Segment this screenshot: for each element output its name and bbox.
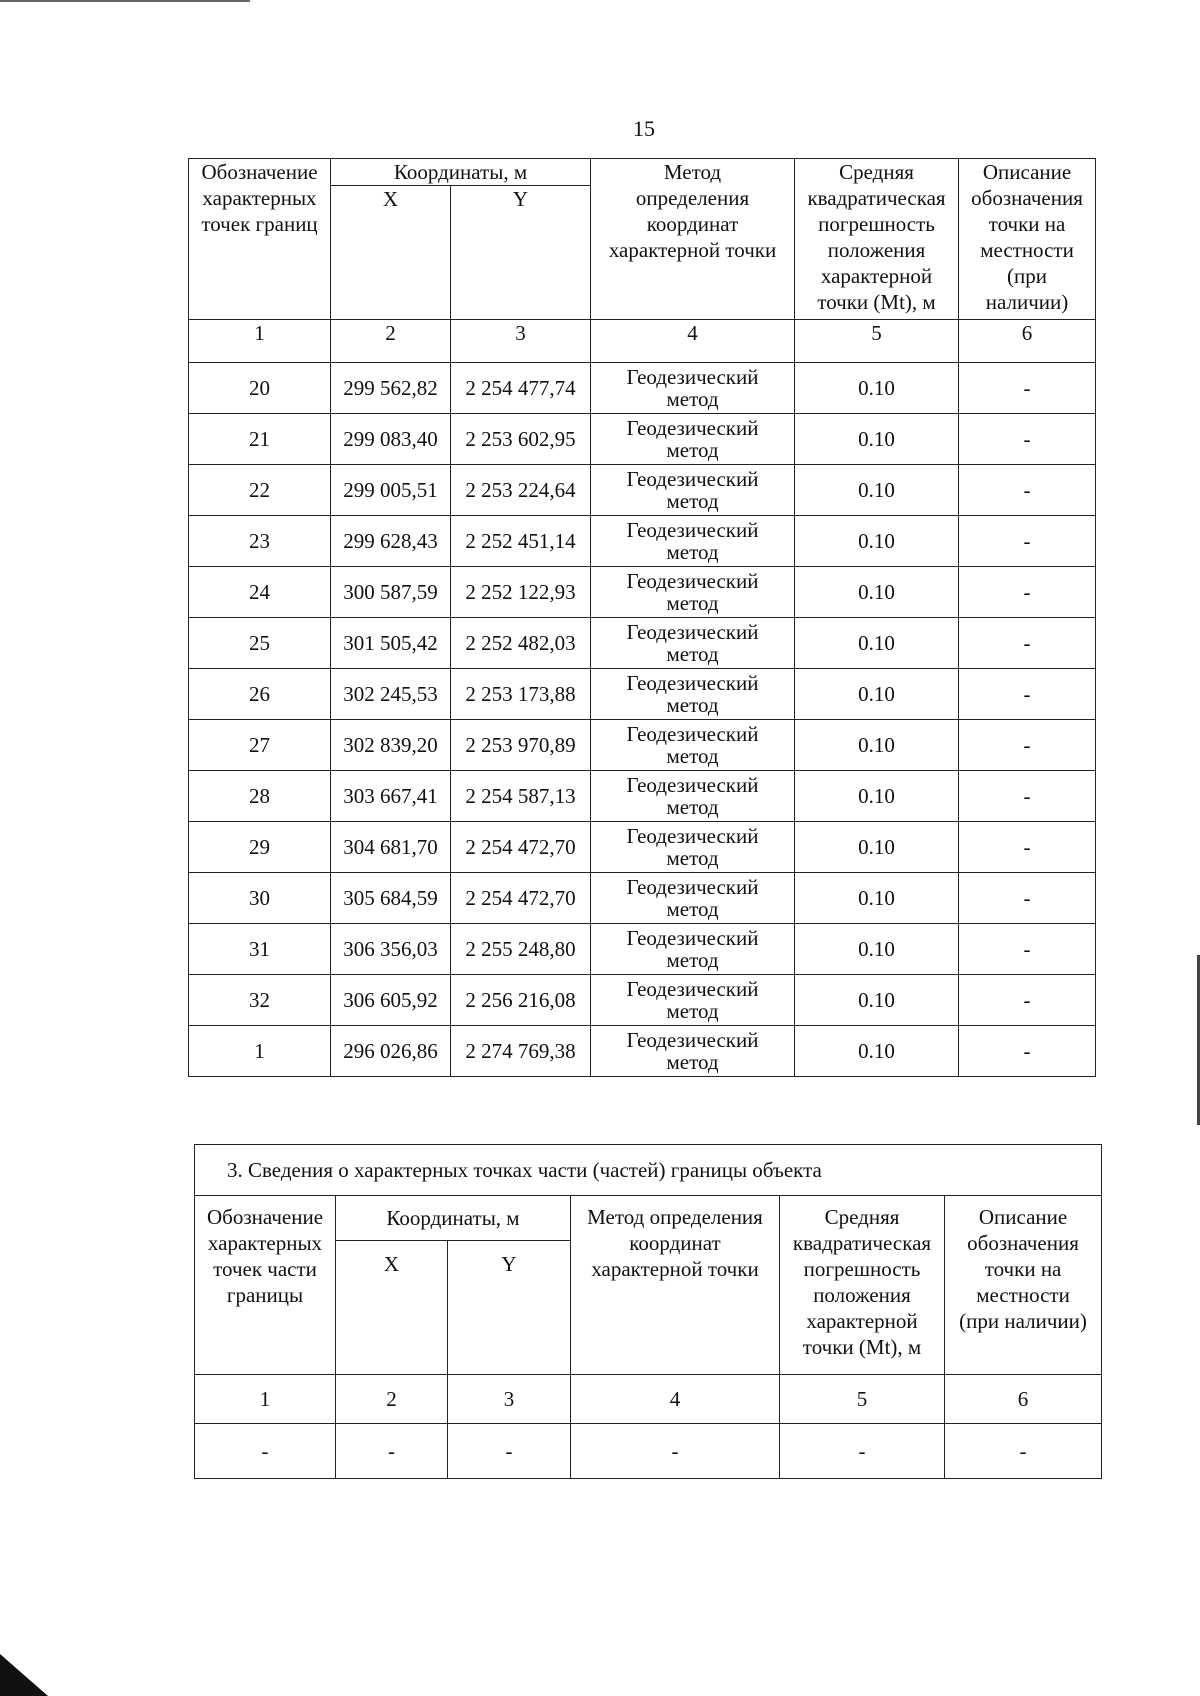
point-cell: 22 (189, 465, 331, 516)
method-cell (591, 975, 795, 1026)
method-line: метод (666, 795, 719, 819)
mt-cell: 0.10 (795, 465, 959, 516)
method-line: Геодезический (626, 977, 759, 1001)
y-coordinate-cell: - (448, 1424, 571, 1479)
header-line: квадратическая (807, 186, 946, 210)
column-number: 2 (336, 1375, 448, 1424)
method-line: метод (666, 744, 719, 768)
header-line: (при наличии) (959, 1309, 1087, 1333)
y-coordinate-cell: 2 252 482,03 (451, 618, 591, 669)
point-cell: 31 (189, 924, 331, 975)
header-line: обозначения (967, 1231, 1079, 1255)
method-cell (591, 924, 795, 975)
header-line: положения (827, 238, 926, 262)
mt-cell: 0.10 (795, 720, 959, 771)
method-cell (591, 363, 795, 414)
x-coordinate-cell: 299 562,82 (331, 363, 451, 414)
header-line: Описание (978, 1205, 1068, 1229)
point-cell: 20 (189, 363, 331, 414)
x-coordinate-cell: 299 005,51 (331, 465, 451, 516)
method-line: метод (666, 999, 719, 1023)
x-coordinate-cell: 300 587,59 (331, 567, 451, 618)
table-row (195, 1424, 1102, 1479)
point-cell: 25 (189, 618, 331, 669)
method-cell (591, 465, 795, 516)
scan-edge-line (0, 0, 250, 2)
column-number: 4 (571, 1375, 780, 1424)
method-cell (591, 771, 795, 822)
method-line: метод (666, 693, 719, 717)
part-boundary-points-table (194, 1144, 1102, 1479)
header-line: характерных (207, 1231, 323, 1255)
header-line: Описание (982, 160, 1072, 184)
mt-cell: 0.10 (795, 771, 959, 822)
x-coordinate-cell: 306 356,03 (331, 924, 451, 975)
x-coordinate-cell: 305 684,59 (331, 873, 451, 924)
table-row (189, 465, 1096, 516)
column-number: 2 (331, 320, 451, 363)
method-cell (591, 414, 795, 465)
method-cell (591, 618, 795, 669)
point-cell: 21 (189, 414, 331, 465)
method-line: метод (666, 897, 719, 921)
header-line: точки на (984, 1257, 1062, 1281)
method-line: метод (666, 438, 719, 462)
description-cell: - (959, 873, 1096, 924)
method-cell (591, 822, 795, 873)
table-row (189, 516, 1096, 567)
x-coordinate-cell: 301 505,42 (331, 618, 451, 669)
header-method (591, 159, 795, 320)
table-row (189, 669, 1096, 720)
mt-cell: 0.10 (795, 822, 959, 873)
description-cell: - (959, 822, 1096, 873)
y-coordinate-cell: 2 254 587,13 (451, 771, 591, 822)
description-cell: - (959, 924, 1096, 975)
header-line: квадратическая (792, 1231, 932, 1255)
boundary-points-table (188, 158, 1096, 1077)
page-number: 15 (633, 116, 655, 141)
header-line: характерной (806, 1309, 918, 1333)
method-line: метод (666, 846, 719, 870)
method-line: метод (666, 948, 719, 972)
point-cell: 30 (189, 873, 331, 924)
x-coordinate-cell: 299 083,40 (331, 414, 451, 465)
method-line: метод (666, 1050, 719, 1074)
table-row (189, 924, 1096, 975)
x-coordinate-cell: 299 628,43 (331, 516, 451, 567)
y-coordinate-cell: 2 254 472,70 (451, 822, 591, 873)
header-error (795, 159, 959, 320)
header-coordinates: Координаты, м (336, 1196, 571, 1241)
mt-cell: 0.10 (795, 873, 959, 924)
table-row (189, 720, 1096, 771)
y-coordinate-cell: 2 253 173,88 (451, 669, 591, 720)
header-line: наличии) (985, 290, 1069, 314)
x-coordinate-cell: 302 245,53 (331, 669, 451, 720)
mt-cell: - (780, 1424, 945, 1479)
column-number: 1 (195, 1375, 336, 1424)
point-cell: 26 (189, 669, 331, 720)
method-line: Геодезический (626, 620, 759, 644)
header-designation (189, 159, 331, 320)
header-description (945, 1196, 1102, 1375)
header-line: местности (976, 1283, 1070, 1307)
table-row (189, 1026, 1096, 1077)
method-line: Геодезический (626, 875, 759, 899)
method-line: Геодезический (626, 824, 759, 848)
mt-cell: 0.10 (795, 414, 959, 465)
mt-cell: 0.10 (795, 363, 959, 414)
header-x: X (336, 1241, 448, 1375)
header-description (959, 159, 1096, 320)
header-line: определения (635, 186, 750, 210)
table-row (189, 975, 1096, 1026)
scan-corner-mark (0, 1654, 48, 1696)
description-cell: - (959, 363, 1096, 414)
column-numbers-row (195, 1375, 1102, 1424)
description-cell: - (959, 465, 1096, 516)
method-cell (591, 1026, 795, 1077)
description-cell: - (959, 1026, 1096, 1077)
y-coordinate-cell: 2 254 472,70 (451, 873, 591, 924)
header-line: Обозначение (206, 1205, 324, 1229)
header-line: точек части (213, 1257, 317, 1281)
mt-cell: 0.10 (795, 1026, 959, 1077)
header-line: точки (Mt), м (817, 290, 936, 314)
header-line: Обозначение (201, 160, 318, 184)
table-row (189, 822, 1096, 873)
method-cell (591, 873, 795, 924)
y-coordinate-cell: 2 254 477,74 (451, 363, 591, 414)
section-title: 3. Сведения о характерных точках части (частей) границы объекта (195, 1145, 1102, 1196)
method-line: Геодезический (626, 518, 759, 542)
column-number: 1 (189, 320, 331, 363)
table-row (189, 414, 1096, 465)
header-line: точек границ (201, 212, 318, 236)
header-line: (при (1007, 264, 1047, 288)
header-line: погрешность (803, 1257, 921, 1281)
point-cell: 28 (189, 771, 331, 822)
table-row (189, 363, 1096, 414)
header-designation (195, 1196, 336, 1375)
method-line: Геодезический (626, 569, 759, 593)
description-cell: - (959, 567, 1096, 618)
column-number: 3 (448, 1375, 571, 1424)
x-coordinate-cell: 303 667,41 (331, 771, 451, 822)
method-line: Геодезический (626, 467, 759, 491)
mt-cell: 0.10 (795, 975, 959, 1026)
method-cell: - (571, 1424, 780, 1479)
table-row (189, 873, 1096, 924)
description-cell: - (945, 1424, 1102, 1479)
method-line: метод (666, 591, 719, 615)
description-cell: - (959, 771, 1096, 822)
description-cell: - (959, 414, 1096, 465)
mt-cell: 0.10 (795, 567, 959, 618)
x-coordinate-cell: 306 605,92 (331, 975, 451, 1026)
method-line: Геодезический (626, 671, 759, 695)
method-line: Геодезический (626, 365, 759, 389)
method-line: Геодезический (626, 926, 759, 950)
point-cell: 1 (189, 1026, 331, 1077)
description-cell: - (959, 516, 1096, 567)
method-line: Геодезический (626, 773, 759, 797)
header-line: характерной точки (591, 1257, 759, 1281)
y-coordinate-cell: 2 256 216,08 (451, 975, 591, 1026)
description-cell: - (959, 720, 1096, 771)
column-number: 3 (451, 320, 591, 363)
header-coordinates: Координаты, м (331, 159, 591, 186)
header-method (571, 1196, 780, 1375)
point-cell: - (195, 1424, 336, 1479)
point-cell: 32 (189, 975, 331, 1026)
table-row (189, 618, 1096, 669)
method-cell (591, 720, 795, 771)
description-cell: - (959, 975, 1096, 1026)
mt-cell: 0.10 (795, 669, 959, 720)
header-y: Y (451, 186, 591, 320)
column-number: 6 (959, 320, 1096, 363)
method-line: метод (666, 540, 719, 564)
header-line: координат (646, 212, 739, 236)
point-cell: 29 (189, 822, 331, 873)
y-coordinate-cell: 2 255 248,80 (451, 924, 591, 975)
header-line: Метод (663, 160, 722, 184)
y-coordinate-cell: 2 252 451,14 (451, 516, 591, 567)
mt-cell: 0.10 (795, 924, 959, 975)
header-line: характерных (202, 186, 317, 210)
header-line: координат (629, 1231, 721, 1255)
header-line: положения (813, 1283, 911, 1307)
method-cell (591, 516, 795, 567)
y-coordinate-cell: 2 252 122,93 (451, 567, 591, 618)
method-line: Геодезический (626, 722, 759, 746)
header-y: Y (448, 1241, 571, 1375)
x-coordinate-cell: 302 839,20 (331, 720, 451, 771)
column-number: 5 (795, 320, 959, 363)
header-x: X (331, 186, 451, 320)
y-coordinate-cell: 2 253 224,64 (451, 465, 591, 516)
point-cell: 24 (189, 567, 331, 618)
point-cell: 27 (189, 720, 331, 771)
method-cell (591, 567, 795, 618)
column-numbers-row (189, 320, 1096, 363)
mt-cell: 0.10 (795, 516, 959, 567)
y-coordinate-cell: 2 253 970,89 (451, 720, 591, 771)
header-line: Средняя (824, 1205, 900, 1229)
column-number: 5 (780, 1375, 945, 1424)
header-line: точки на (988, 212, 1066, 236)
y-coordinate-cell: 2 253 602,95 (451, 414, 591, 465)
table-row (189, 771, 1096, 822)
method-line: метод (666, 489, 719, 513)
method-line: метод (666, 387, 719, 411)
method-line: Геодезический (626, 416, 759, 440)
header-line: характерной точки (608, 238, 777, 262)
table-row (189, 567, 1096, 618)
mt-cell: 0.10 (795, 618, 959, 669)
method-line: метод (666, 642, 719, 666)
y-coordinate-cell: 2 274 769,38 (451, 1026, 591, 1077)
x-coordinate-cell: 304 681,70 (331, 822, 451, 873)
header-line: характерной (820, 264, 933, 288)
description-cell: - (959, 669, 1096, 720)
header-line: обозначения (971, 186, 1083, 210)
header-line: погрешность (818, 212, 935, 236)
header-line: границы (226, 1283, 304, 1307)
x-coordinate-cell: 296 026,86 (331, 1026, 451, 1077)
description-cell: - (959, 618, 1096, 669)
x-coordinate-cell: - (336, 1424, 448, 1479)
column-number: 6 (945, 1375, 1102, 1424)
method-line: Геодезический (626, 1028, 759, 1052)
header-line: Средняя (839, 160, 914, 184)
column-number: 4 (591, 320, 795, 363)
header-error (780, 1196, 945, 1375)
header-line: точки (Mt), м (802, 1335, 922, 1359)
point-cell: 23 (189, 516, 331, 567)
method-cell (591, 669, 795, 720)
header-line: Метод определения (587, 1205, 763, 1229)
header-line: местности (980, 238, 1074, 262)
